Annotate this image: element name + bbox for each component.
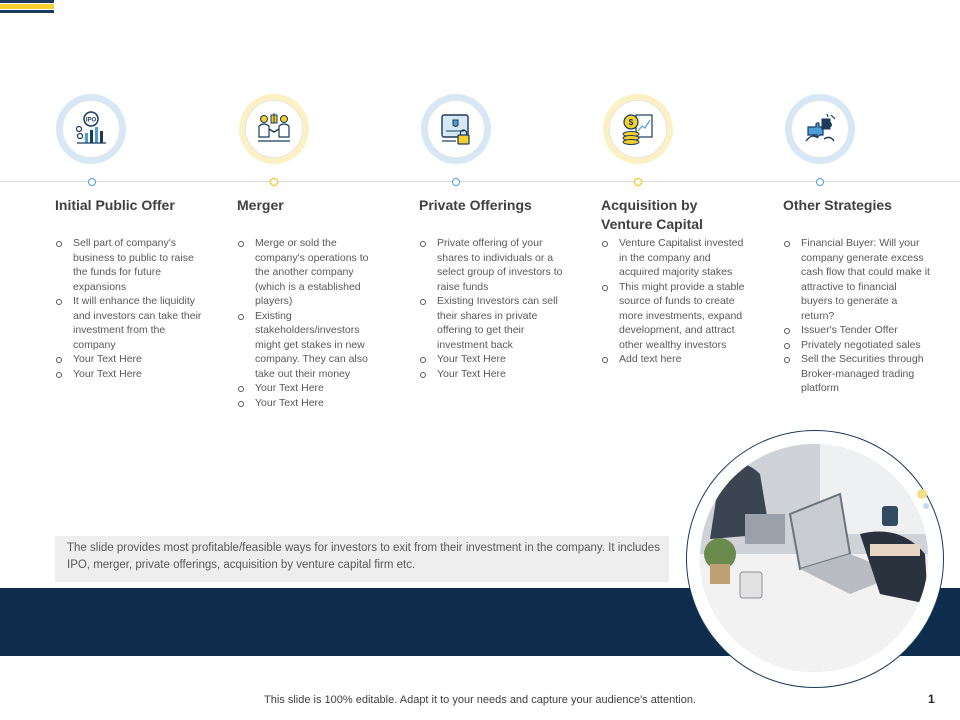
- bullet-item: Your Text Here: [419, 352, 564, 367]
- icon-badge: [239, 94, 309, 164]
- business-meeting-photo: [700, 444, 928, 672]
- bullet-item: Existing Investors can sell their shares in private offering to get their investment back: [419, 294, 564, 352]
- merger-handshake-icon: [256, 111, 292, 147]
- page-number: 1: [928, 692, 935, 706]
- svg-text:$: $: [628, 118, 634, 127]
- coins-report-icon: [620, 111, 656, 147]
- timeline-dot: [270, 178, 278, 186]
- footer-note: This slide is 100% editable. Adapt it to your needs and capture your audience's attention.: [264, 694, 696, 706]
- svg-text:IPO: IPO: [85, 117, 97, 124]
- bullet-item: Existing stakeholders/investors might get stakes in new company. They can also take out their money: [237, 309, 382, 382]
- bullet-list: [601, 236, 751, 367]
- bullet-item: Your Text Here: [419, 367, 564, 382]
- bullet-list: [783, 236, 931, 396]
- bullet-item: Privately negotiated sales: [783, 338, 931, 353]
- bullet-item: Your Text Here: [237, 396, 382, 411]
- bullet-item: Your Text Here: [237, 381, 382, 396]
- bullet-item: It will enhance the liquidity and investors can take their investment from the company: [55, 294, 205, 352]
- secure-document-lock-icon: [438, 111, 474, 147]
- column-title: Private Offerings: [419, 197, 532, 213]
- accent-bar-top: [0, 0, 54, 3]
- decorative-dot-yellow: [917, 489, 927, 499]
- bullet-item: Issuer's Tender Offer: [783, 323, 931, 338]
- timeline-dot: [816, 178, 824, 186]
- timeline-dot: [88, 178, 96, 186]
- ipo-chart-icon: [73, 111, 109, 147]
- timeline-dot: [634, 178, 642, 186]
- column-title: Merger: [237, 197, 284, 213]
- bullet-item: Financial Buyer: Will your company generate excess cash flow that could make it attractive to financial buyers to generate a return?: [783, 236, 931, 323]
- bullet-item: Merge or sold the company's operations to the another company (which is a established players): [237, 236, 382, 309]
- bullet-list: [55, 236, 205, 381]
- summary-text-box: The slide provides most profitable/feasible ways for investors to exit from their investment in the company. It includes IPO, merger, private offerings, acquisition by venture capital firm etc.: [55, 536, 669, 582]
- column-title: Initial Public Offer: [55, 197, 175, 213]
- bullet-item: Private offering of your shares to individuals or a select group of investors to raise funds: [419, 236, 564, 294]
- bullet-list: [237, 236, 382, 410]
- decorative-dot-blue: [923, 503, 929, 509]
- icon-badge: [785, 94, 855, 164]
- bullet-item: Venture Capitalist invested in the company and acquired majority stakes: [601, 236, 751, 280]
- bullet-list: [419, 236, 564, 381]
- bullet-item: Your Text Here: [55, 367, 205, 382]
- bullet-item: Add text here: [601, 352, 751, 367]
- puzzle-strategy-icon: [802, 111, 838, 147]
- icon-badge: [421, 94, 491, 164]
- column-title: Other Strategies: [783, 197, 892, 213]
- meeting-illustration: [700, 444, 928, 672]
- bullet-item: This might provide a stable source of funds to create more investments, expand development, and attract other wealthy investors: [601, 280, 751, 353]
- icon-badge: [56, 94, 126, 164]
- bullet-item: Sell part of company's business to public to raise the funds for future expansions: [55, 236, 205, 294]
- accent-bar-bottom: [0, 10, 54, 13]
- accent-bar-middle: [0, 4, 54, 9]
- bullet-item: Your Text Here: [55, 352, 205, 367]
- icon-badge: [603, 94, 673, 164]
- column-title: Acquisition by Venture Capital: [601, 197, 703, 232]
- timeline-dot: [452, 178, 460, 186]
- bullet-item: Sell the Securities through Broker-managed trading platform: [783, 352, 931, 396]
